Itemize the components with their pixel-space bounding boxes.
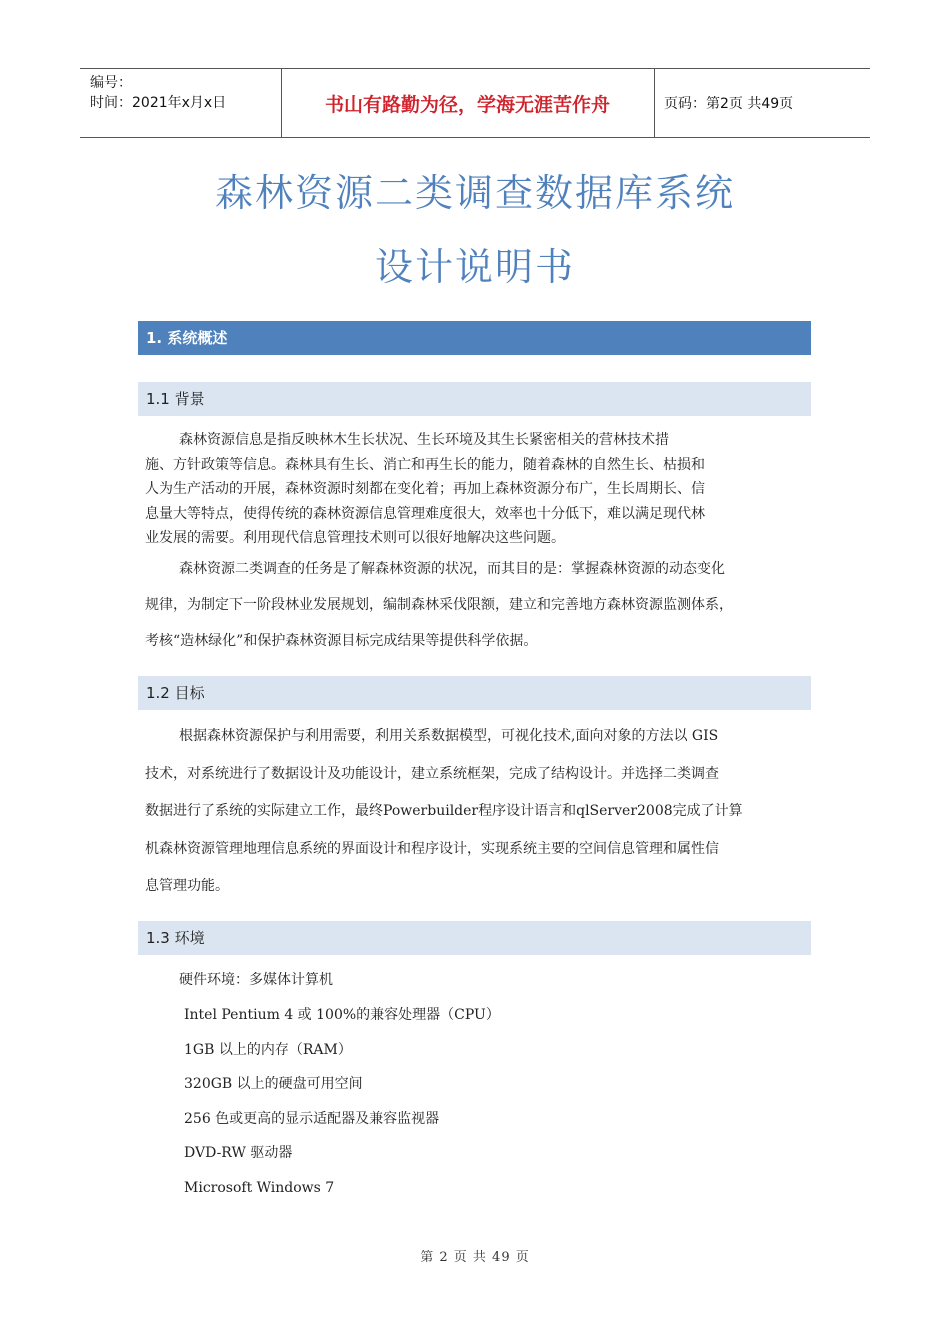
text-line: 息量大等特点，使得传统的森林资源信息管理难度很大，效率也十分低下，难以满足现代林 — [145, 505, 705, 522]
text-line: 人为生产活动的开展，森林资源时刻都在变化着；再加上森林资源分布广，生长周期长、信 — [145, 481, 705, 497]
text-line: 机森林资源管理地理信息系统的界面设计和程序设计，实现系统主要的空间信息管理和属性信 — [145, 840, 719, 857]
subsection-heading-goal: 1.2 目标 — [138, 676, 811, 710]
text-line: 技术，对系统进行了数据设计及功能设计，建立系统框架，完成了结构设计。并选择二类调查 — [145, 765, 719, 782]
page-footer: 第 2 页 共 49 页 — [420, 1250, 530, 1265]
header-time-label: 时间：2021年x月x日 — [90, 95, 227, 111]
list-item: DVD-RW 驱动器 — [184, 1145, 293, 1161]
header-meta — [90, 73, 226, 113]
background-paragraph-1 — [145, 428, 705, 551]
text-line: 施、方针政策等信息。森林具有生长、消亡和再生长的能力，随着森林的自然生长、枯损和 — [145, 456, 705, 473]
section-heading-overview: 1. 系统概述 — [138, 321, 811, 355]
header-page-info: 页码：第2页 共49页 — [664, 96, 794, 112]
text-line: 数据进行了系统的实际建立工作，最终Powerbuilder程序设计语言和qlServer2008完成了计算 — [145, 803, 743, 819]
goal-paragraph — [145, 718, 743, 906]
text-line: 考核“造林绿化”和保护森林资源目标完成结果等提供科学依据。 — [145, 633, 538, 649]
text-line: 根据森林资源保护与利用需要，利用关系数据模型，可视化技术,面向对象的方法以 GIS — [179, 728, 719, 744]
background-paragraph-2 — [145, 551, 733, 659]
hardware-label: 硬件环境：多媒体计算机 — [179, 972, 333, 988]
list-item: Intel Pentium 4 或 100%的兼容处理器（CPU） — [184, 1007, 500, 1023]
list-item: 320GB 以上的硬盘可用空间 — [184, 1076, 363, 1092]
text-line: 森林资源二类调查的任务是了解森林资源的状况，而其目的是：掌握森林资源的动态变化 — [179, 561, 725, 577]
subsection-heading-background: 1.1 背景 — [138, 382, 811, 416]
text-line: 规律，为制定下一阶段林业发展规划，编制森林采伐限额，建立和完善地方森林资源监测体系， — [145, 597, 733, 613]
header-motto: 书山有路勤为径，学海无涯苦作舟 — [324, 93, 610, 116]
header-code-label: 编号： — [90, 75, 132, 91]
subsection-heading-environment: 1.3 环境 — [138, 921, 811, 955]
text-line: 业发展的需要。利用现代信息管理技术则可以很好地解决这些问题。 — [145, 530, 565, 546]
document-title-line1: 森林资源二类调查数据库系统 — [214, 171, 735, 215]
page-header — [80, 68, 870, 138]
header-divider — [654, 69, 655, 137]
document-title-line2: 设计说明书 — [374, 245, 575, 289]
text-line: 息管理功能。 — [145, 878, 229, 894]
text-line: 森林资源信息是指反映林木生长状况、生长环境及其生长紧密相关的营林技术措 — [179, 432, 669, 448]
list-item: 256 色或更高的显示适配器及兼容监视器 — [184, 1110, 440, 1127]
environment-list — [184, 998, 500, 1205]
list-item: Microsoft Windows 7 — [184, 1179, 335, 1196]
list-item: 1GB 以上的内存（RAM） — [184, 1041, 352, 1058]
